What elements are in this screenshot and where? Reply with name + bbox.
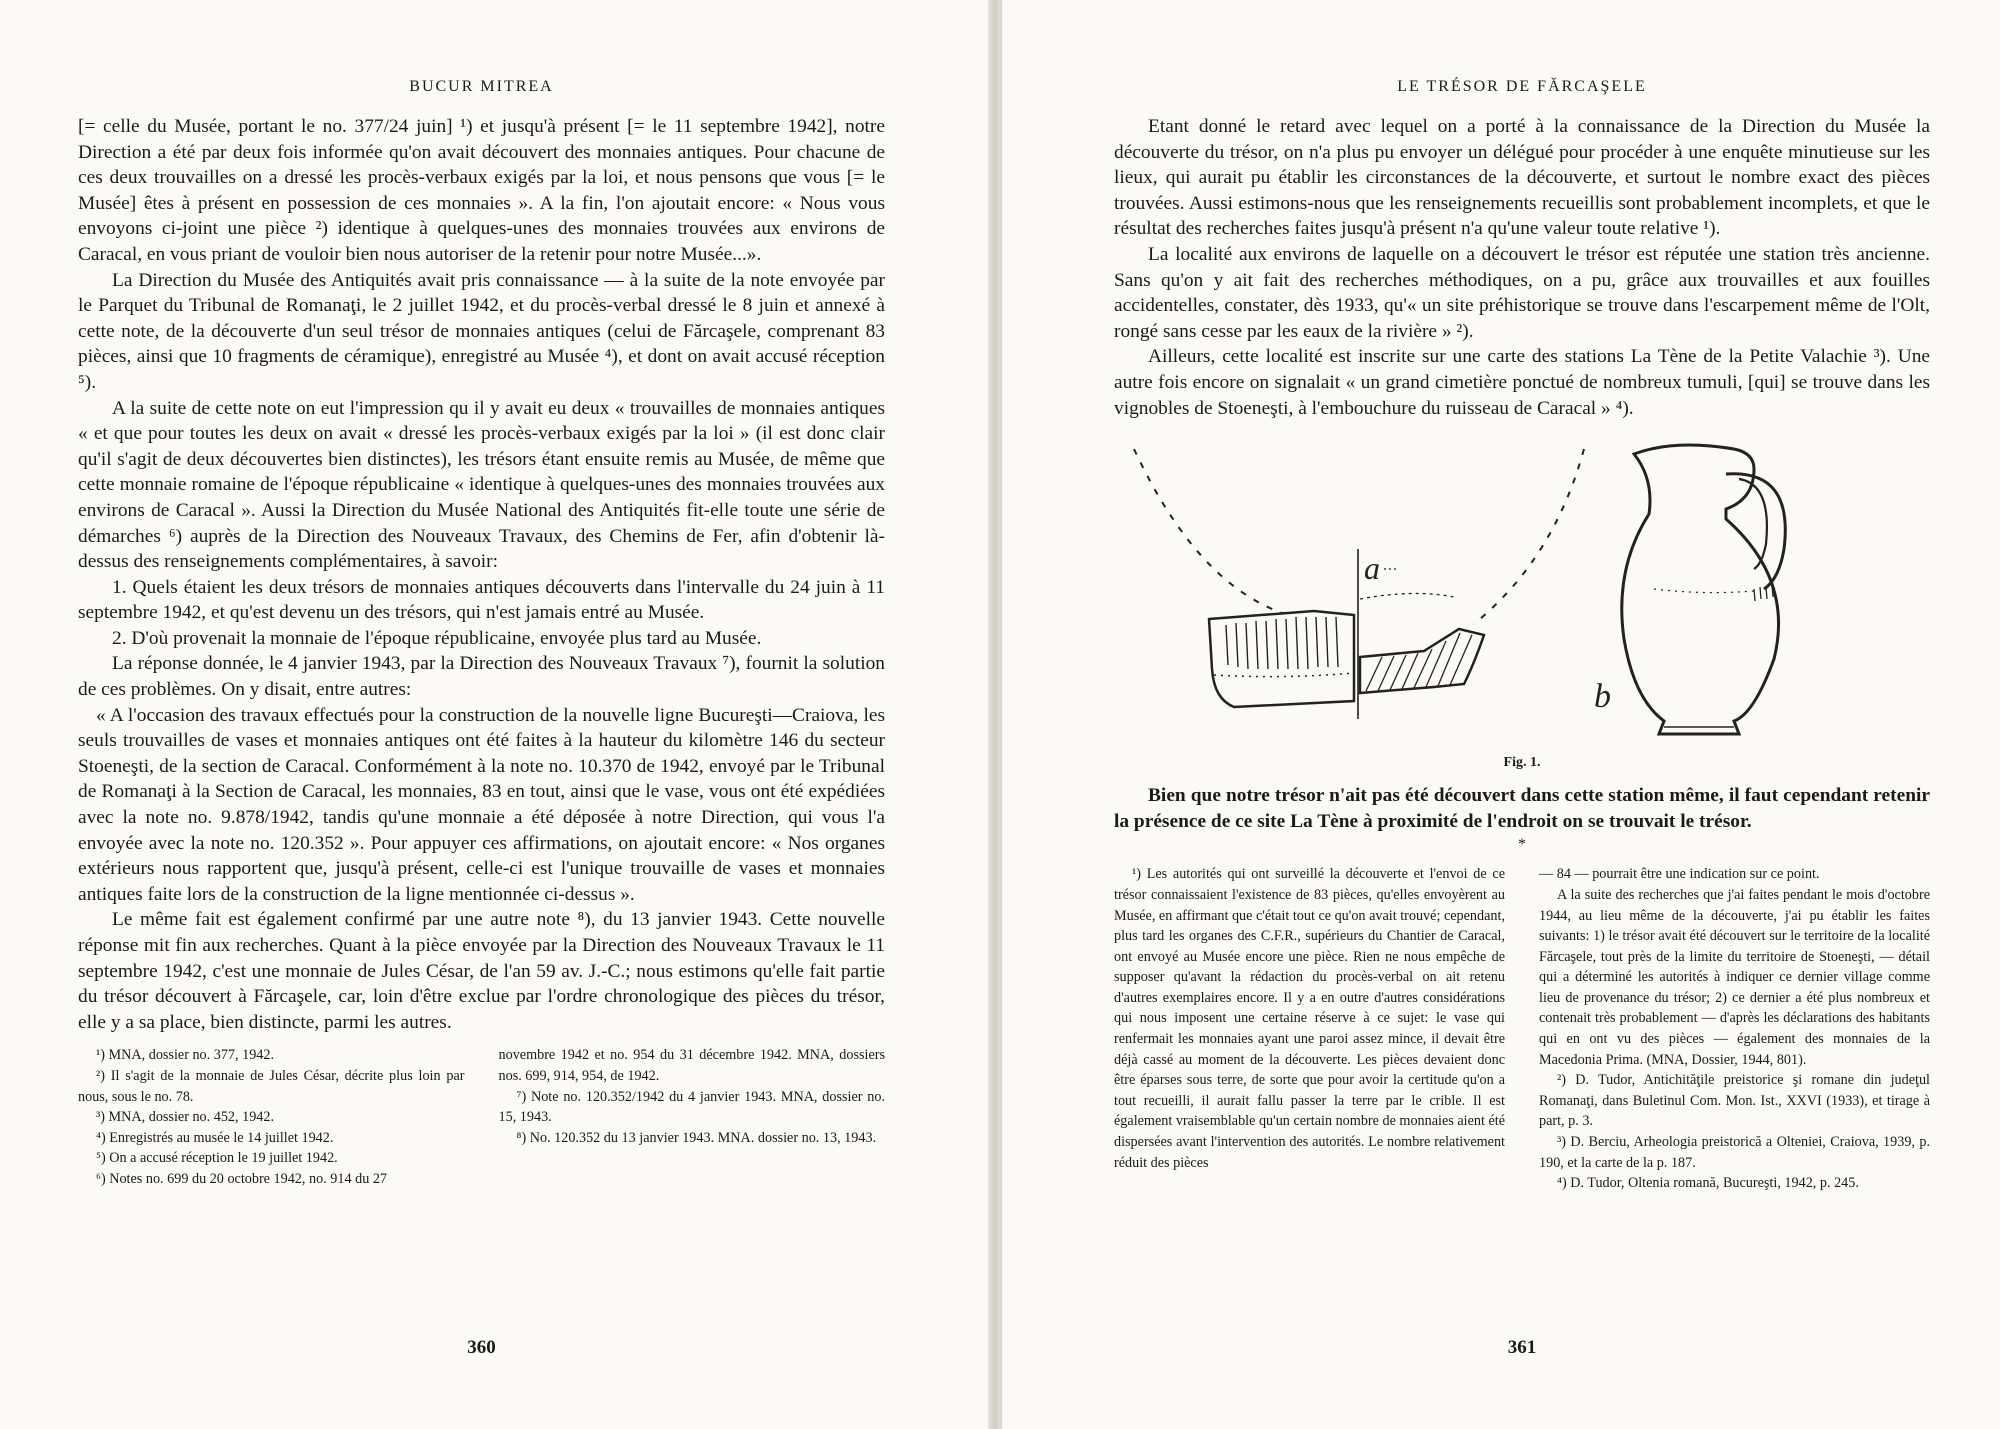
footnote: — 84 — pourrait être une indication sur ce point.	[1539, 866, 1820, 883]
footnote: ⁴) Enregistrés au musée le 14 juillet 1942.	[96, 1129, 334, 1146]
right-footnotes	[1114, 864, 1930, 1194]
footnote: ⁶) Notes no. 699 du 20 octobre 1942, no. 914 du 27	[96, 1170, 388, 1187]
footnote-column	[499, 1045, 886, 1189]
footnote: ¹) MNA, dossier no. 377, 1942.	[96, 1047, 275, 1064]
footnote: ³) D. Berciu, Arheologia preistorică a Olteniei, Craiova, 1939, p. 190, et la carte de la p. 187.	[1539, 1134, 1930, 1171]
paragraph: Etant donné le retard avec lequel on a porté à la connaissance de la Direction du Musée la découverte du trésor, on n'a plus pu envoyer un délégué pour procéder à une enquête minutieuse sur les lieux, qui aurait pu établir les circonstances de la découverte, et surtout le nombre exact des pièces trouvées. Aussi estimons-nous que les renseignements recueillis sont probablement incomplets, et que le résultat des recherches faites jusqu'à présent n'a qu'une valeur toute relative ¹).	[1114, 116, 1930, 240]
sherd-profile	[1360, 629, 1484, 693]
paragraph: Bien que notre trésor n'ait pas été découvert dans cette station même, il faut cependant retenir la présence de ce site La Tène à proximité de l'endroit on se trouvait le trésor.	[1114, 785, 1930, 832]
figure-pottery	[1114, 429, 1934, 749]
footnote: ¹) Les autorités qui ont surveillé la découverte et l'envoi de ce trésor connaissaient l'existence de 83 pièces, qu'elles envoyèrent au Musée, en affirmant que c'était tout ce qu'on avait trouvé; cependant, plus tard les organes des C.F.R., supérieurs du Chantier de Caracal, ont envoyé au Musée encore une pièce. Rien ne nous empêche de supposer qu'avant la rédaction du procès-verbal on ait retenu d'autres exemplaires encore. Il y a en outre d'autres considérations qui nous imposent une certaine réserve à ce sujet: le vase qui renfermait les monnaies ayant une paroi assez mince, il devait être déjà cassé au moment de la découverte. Les pièces devaient donc être éparses sous terre, de sorte que pour avoir la certitude qu'on a tout recueilli, il aurait fallu passer la terre par le crible. Il est également vraisemblable qu'un certain nombre de monnaies aient été dispersées avant l'intervention des autorités. Le nombre relativement réduit des pièces	[1114, 866, 1505, 1171]
paragraph: La Direction du Musée des Antiquités avait pris connaissance — à la suite de la note envoyée par le Parquet du Tribunal de Romanaţi, le 2 juillet 1942, et du procès-verbal dressé le 8 juin et annexé à cette note, de la découverte d'un seul trésor de monnaies antiques (celui de Fărcaşele, comprenant 83 pièces, ainsi que 10 fragments de céramique), enregistré au Musée ⁴), et dont on avait accusé réception ⁵).	[78, 269, 885, 393]
paragraph: Ailleurs, cette localité est inscrite sur une carte des stations La Tène de la Petite Valachie ³). Une autre fois encore on signalait « un grand cimetière ponctué de nombreux tumuli, [qui] se trouve dans les vignobles de Stoeneşti, à l'embouchure du ruisseau de Caracal » ⁴).	[1114, 346, 1930, 419]
reconstruction-arc-right	[1474, 449, 1584, 624]
paragraph: A la suite de cette note on eut l'impression qu il y avait eu deux « trouvailles de monnaies antiques « et que pour toutes les deux on avait « dressé les procès-verbaux exigés par la loi » (il est donc clair qu'il s'agit de deux découvertes bien distinctes), les trésors étant ensuite remis au Musée, de même que cette monnaie romaine de l'époque républicaine « identique à quelques-unes des monnaies trouvées aux environs de Caracal ». Aussi la Direction du Musée National des Antiquités fit-elle toute une série de démarches ⁶) auprès de la Direction des Nouveaux Travaux, des Chemins de Fer, afin d'obtenir là-dessus des renseignements complémentaires, à savoir:	[78, 397, 885, 573]
paragraph: La localité aux environs de laquelle on a découvert le trésor est réputée une station très ancienne. Sans qu'on y ait fait des recherches méthodiques, on a pu, grâce aux trouvailles et aux fouilles accidentelles, constater, dès 1933, qu'« un site préhistorique se trouve dans l'escarpement même de l'Olt, rongé sans cesse par les eaux de la rivière » ²).	[1114, 243, 1930, 342]
left-page	[0, 0, 990, 1429]
running-head: LE TRÉSOR DE FĂRCAŞELE	[1397, 78, 1647, 95]
footnote: ⁸) No. 120.352 du 13 janvier 1943. MNA. dossier no. 13, 1943.	[516, 1129, 877, 1146]
footnote: novembre 1942 et no. 954 du 31 décembre 1942. MNA, dossiers nos. 699, 914, 954, de 1942.	[498, 1047, 885, 1084]
footnote: ⁷) Note no. 120.352/1942 du 4 janvier 1943. MNA, dossier no. 15, 1943.	[498, 1088, 885, 1126]
footnote-column	[1114, 864, 1505, 1194]
left-footnotes	[78, 1045, 885, 1189]
footnote-column	[1539, 864, 1930, 1194]
section-asterisk: *	[1518, 836, 1526, 854]
paragraph: Le même fait est également confirmé par une autre note ⁸), du 13 janvier 1943. Cette nouvelle réponse mit fin aux recherches. Quant à la pièce envoyée par la Direction des Nouveaux Travaux le 11 septembre 1942, c'est une monnaie de Jules César, de l'an 59 av. J.-C.; nous estimons qu'elle fait partie du trésor découvert à Fărcaşele, car, loin d'être exclue par l'ordre chronologique des pièces du trésor, elle y a sa place, bien distincte, parmi les autres.	[78, 909, 885, 1033]
footnote: A la suite des recherches que j'ai faites pendant le mois d'octobre 1944, au lieu même de la découverte, j'ai pu établir les faites suivants: 1) le trésor avait été découvert sur le territoire de la localité Fărcaşele, tout près de la limite du territoire de Stoeneşti, — détail qui a déterminé les autorités à indiquer ce dernier village comme lieu de provenance du trésor; 2) ce dernier a été plus nombreux et contenait très probablement — d'après les déclarations des habitants qui en ont vu des pièces — également des monnaies de la Macedonia Prima. (MNA, Dossier, 1944, 801).	[1539, 886, 1930, 1068]
sherd-a-body	[1209, 611, 1354, 707]
page-number: 360	[467, 1337, 496, 1358]
left-body	[78, 114, 885, 1035]
paragraph: « A l'occasion des travaux effectués pour la construction de la nouvelle ligne Bucureşti—Craiova, les seuls trouvailles de vases et monnaies antiques ont été faites à la hauteur du kilomètre 146 du secteur Stoeneşti, de la section de Caracal. Conformément à la note no. 10.370 de 1942, envoyé par le Tribunal de Romanaţi à la Section de Caracal, les monnaies, 83 en tout, ainsi que le vase, vous ont été expédiées avec la note no. 9.878/1942, tandis qu'une monnaie a été déposée à notre Direction, qui vous l'a envoyée avec la note no. 120.352 ». Pour appuyer ces affirmations, on ajoutait encore: « Nos organes extérieurs nous rapportent que, jusqu'à présent, celle-ci est l'unique trouvaille de vases et monnaies antiques faite lors de la construction de la ligne mentionnée ci-dessus ».	[78, 704, 885, 905]
footnote: ⁴) D. Tudor, Oltenia romană, Bucureşti, 1942, p. 245.	[1557, 1175, 1859, 1192]
footnote-column	[78, 1045, 465, 1189]
pottery-drawing	[1114, 429, 1934, 749]
footnote: ⁵) On a accusé réception le 19 juillet 1942.	[96, 1150, 338, 1167]
paragraph: 1. Quels étaient les deux trésors de monnaies antiques découverts dans l'intervalle du 24 juin à 11 septembre 1942, et qu'est devenu un des trésors, qui n'est jamais entré au Musée.	[78, 576, 885, 624]
label-b: b	[1594, 678, 1611, 716]
page-number: 361	[1507, 1337, 1537, 1358]
right-body-after-figure	[1114, 783, 1930, 834]
profile-hatching	[1366, 633, 1472, 691]
footnote: ²) D. Tudor, Antichităţile preistorice şi romane din judeţul Romanaţi, dans Buletinul Com. Mon. Ist., XXVI (1933), et tirage à part, p. 3.	[1539, 1072, 1930, 1130]
running-head: BUCUR MITREA	[409, 78, 554, 95]
footnote: ²) Il s'agit de la monnaie de Jules César, décrite plus loin par nous, sous le no. 78.	[78, 1067, 465, 1105]
paragraph: La réponse donnée, le 4 janvier 1943, par la Direction des Nouveaux Travaux ⁷), fournit la solution de ces problèmes. On y disait, entre autres:	[78, 653, 885, 701]
figure-caption: Fig. 1.	[1503, 755, 1541, 771]
label-a: a	[1364, 550, 1380, 587]
right-page	[1000, 0, 2000, 1429]
right-body	[1114, 114, 1930, 421]
rim-line	[1360, 594, 1454, 600]
paragraph: 2. D'où provenait la monnaie de l'époque républicaine, envoyée plus tard au Musée.	[112, 627, 762, 649]
jug-b-outline	[1622, 445, 1779, 734]
reconstruction-arc-left	[1134, 449, 1304, 619]
footnote: ³) MNA, dossier no. 452, 1942.	[96, 1109, 275, 1126]
paragraph: [= celle du Musée, portant le no. 377/24 juin] ¹) et jusqu'à présent [= le 11 septembre 1942], notre Direction a été par deux fois informée qu'on avait découvert des monnaies antiques. Pour chacune de ces deux trouvailles on a dressé les procès-verbaux exigés par la loi, et nous pensons que vous [= le Musée] êtes à présent en possession de ces monnaies ». A la fin, l'on ajoutait encore: « Nous vous envoyons ci-joint une pièce ²) identique à quelques-unes des monnaies trouvées aux environs de Caracal, en vous priant de vouloir bien nous autoriser de la retenir pour notre Musée...».	[78, 116, 885, 265]
